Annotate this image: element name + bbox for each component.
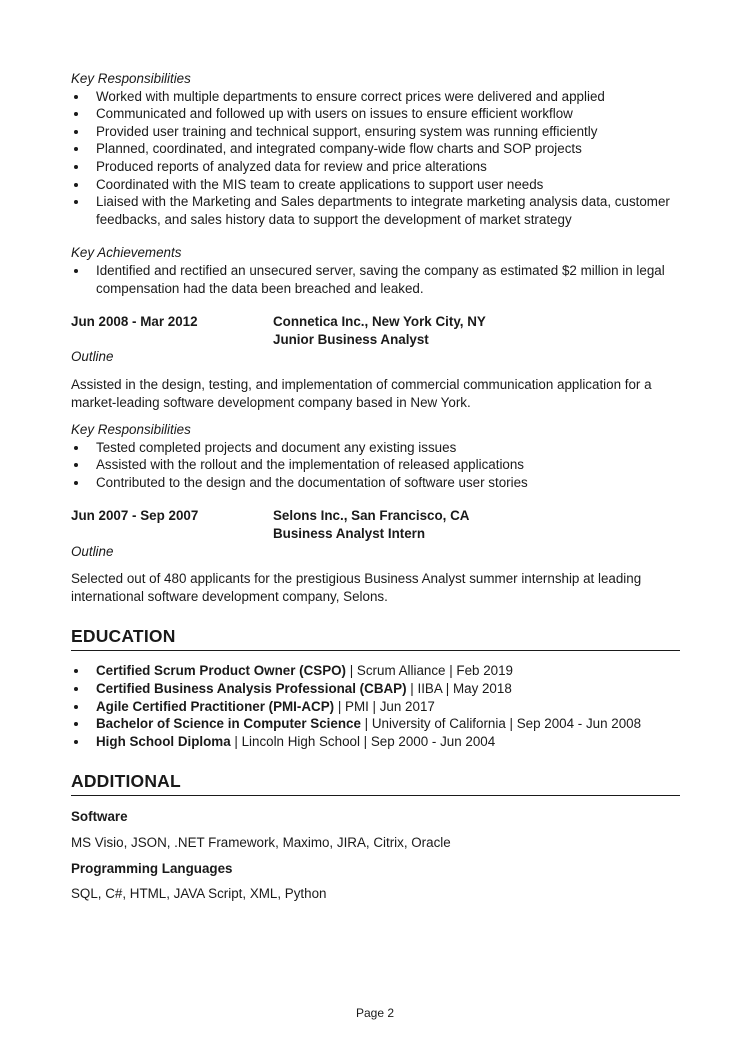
additional-heading: ADDITIONAL <box>71 770 680 796</box>
list-item: Liaised with the Marketing and Sales departments to integrate marketing analysis data, customer feedbacks, and sales history data to support the development of market strategy <box>71 193 680 228</box>
programming-languages-text: SQL, C#, HTML, JAVA Script, XML, Python <box>71 886 327 902</box>
education-item-name: High School Diploma <box>96 733 231 749</box>
job3-title: Business Analyst Intern <box>273 526 426 542</box>
education-item-detail: | Lincoln High School | Sep 2000 - Jun 2004 <box>230 733 496 749</box>
education-item-detail: | Scrum Alliance | Feb 2019 <box>346 663 513 679</box>
education-heading: EDUCATION <box>71 625 680 651</box>
job2-company: Connetica Inc., New York City, NY <box>273 314 486 330</box>
education-list <box>71 662 680 750</box>
job1-responsibilities-label: Key Responsibilities <box>71 71 191 86</box>
list-item: Coordinated with the MIS team to create applications to support user needs <box>71 176 680 194</box>
job3-dates: Jun 2007 - Sep 2007 <box>71 508 199 524</box>
software-label: Software <box>71 809 128 825</box>
education-item-name: Bachelor of Science in Computer Science <box>96 716 361 732</box>
job3-outline-label: Outline <box>71 543 114 559</box>
job2-responsibilities-label: Key Responsibilities <box>71 422 191 438</box>
education-item-name: Certified Business Analysis Professional (CBAP) <box>96 681 407 697</box>
job2-outline-label: Outline <box>71 349 114 365</box>
software-text: MS Visio, JSON, .NET Framework, Maximo, JIRA, Citrix, Oracle <box>71 835 451 850</box>
list-item <box>71 715 680 733</box>
list-item <box>71 733 680 751</box>
job2-dates: Jun 2008 - Mar 2012 <box>71 314 198 330</box>
job3-header <box>71 507 680 542</box>
job3-outline-text: Selected out of 480 applicants for the prestigious Business Analyst summer internship at leading international software development company, Selons. <box>71 571 642 604</box>
job1-achievements-label: Key Achievements <box>71 245 182 261</box>
list-item <box>71 698 680 716</box>
list-item <box>71 680 680 698</box>
job2-outline-text: Assisted in the design, testing, and implementation of commercial communication application for a market-leading software development company based in New York. <box>71 376 652 410</box>
job3-company: Selons Inc., San Francisco, CA <box>273 508 470 524</box>
job2-responsibilities-list <box>71 439 680 492</box>
education-item-detail: | University of California | Sep 2004 - Jun 2008 <box>360 716 642 732</box>
resume-page-2 <box>71 70 680 903</box>
list-item: Identified and rectified an unsecured server, saving the company as estimated $2 million in legal compensation had the data been breached and leaked. <box>71 262 680 297</box>
list-item: Planned, coordinated, and integrated company-wide flow charts and SOP projects <box>71 140 680 158</box>
job1-responsibilities-list <box>71 88 680 229</box>
job2-header <box>71 313 680 348</box>
list-item: Provided user training and technical support, ensuring system was running efficiently <box>71 123 680 141</box>
page-number: Page 2 <box>355 1006 395 1020</box>
education-item-name: Agile Certified Practitioner (PMI-ACP) <box>96 698 335 714</box>
job1-achievements-list <box>71 262 680 297</box>
list-item <box>71 662 680 680</box>
education-item-detail: | IIBA | May 2018 <box>406 681 512 697</box>
list-item: Produced reports of analyzed data for review and price alterations <box>71 158 680 176</box>
programming-languages-label: Programming Languages <box>71 860 233 876</box>
list-item: Communicated and followed up with users on issues to ensure efficient workflow <box>71 105 680 123</box>
education-item-detail: | PMI | Jun 2017 <box>334 698 435 714</box>
list-item: Worked with multiple departments to ensure correct prices were delivered and applied <box>71 88 680 106</box>
job2-title: Junior Business Analyst <box>273 331 429 347</box>
education-item-name: Certified Scrum Product Owner (CSPO) <box>96 663 346 679</box>
list-item: Tested completed projects and document any existing issues <box>71 439 680 457</box>
list-item: Assisted with the rollout and the implementation of released applications <box>71 456 680 474</box>
list-item: Contributed to the design and the documentation of software user stories <box>71 474 680 492</box>
